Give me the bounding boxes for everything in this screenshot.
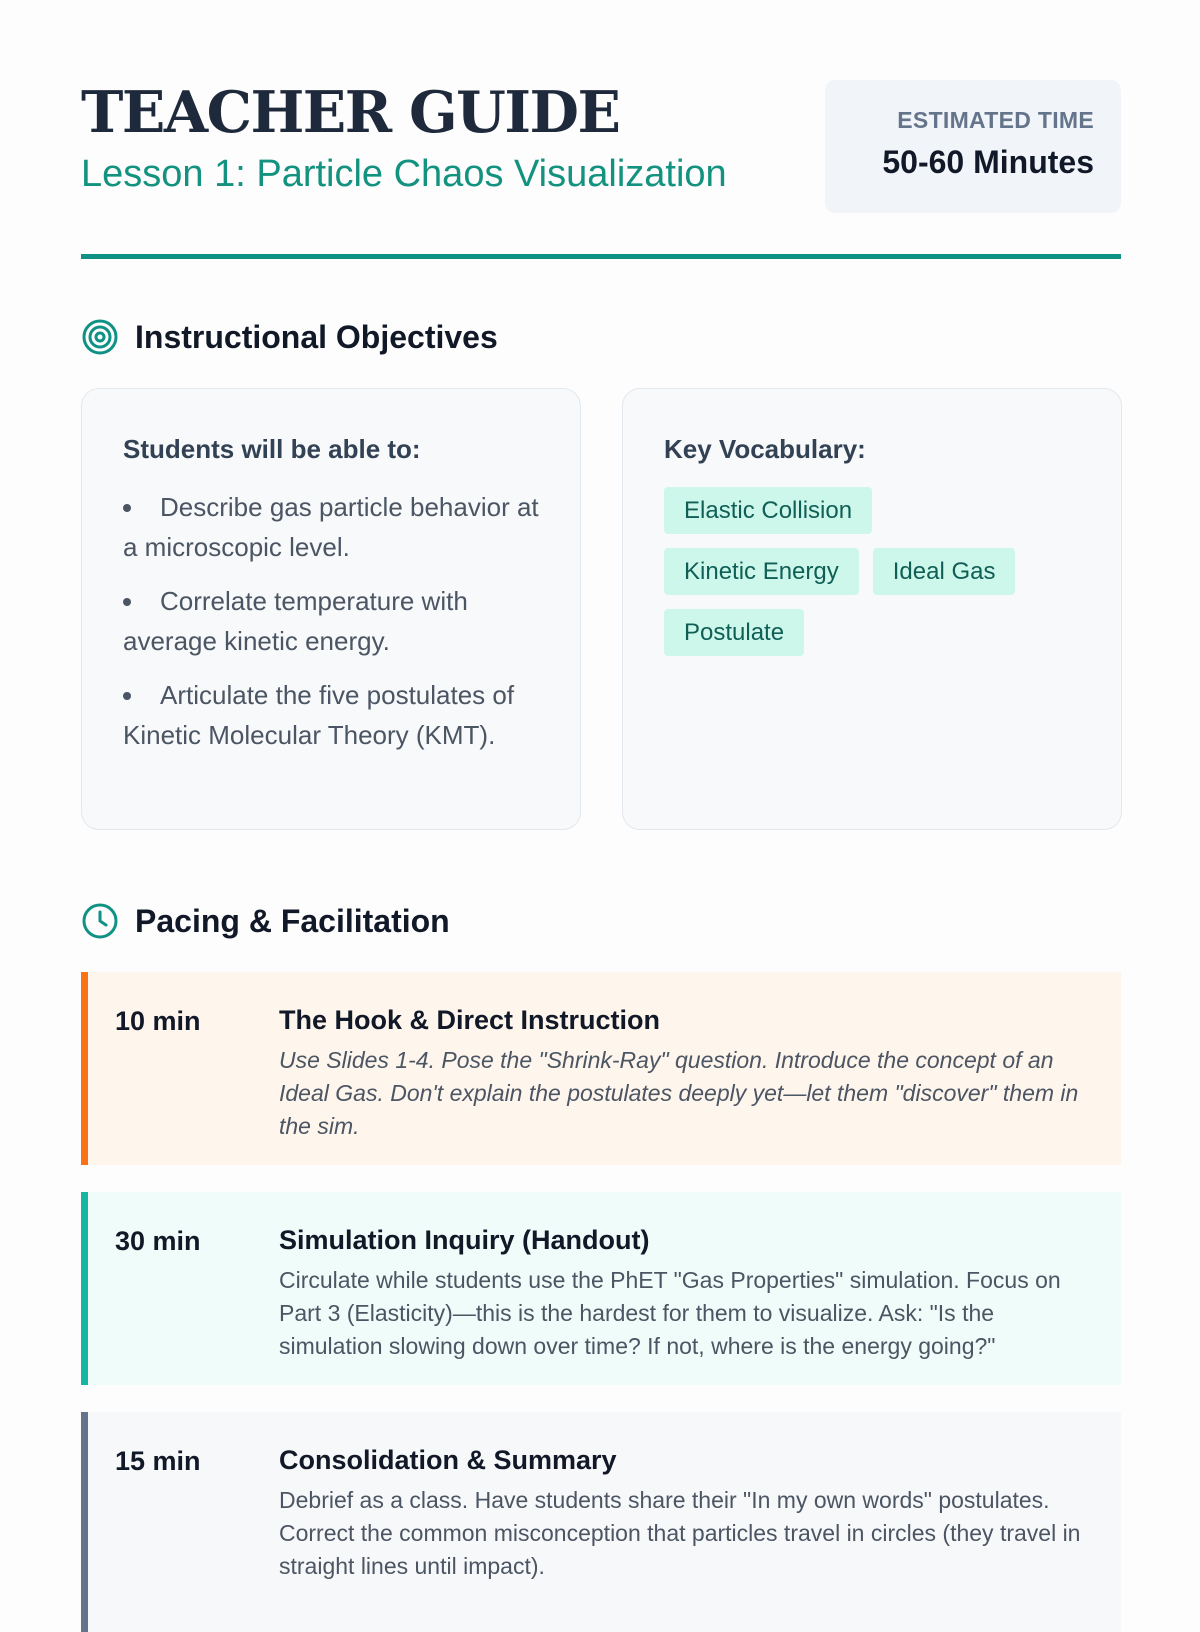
- estimated-time-label: ESTIMATED TIME: [897, 107, 1094, 133]
- pacing-body: [279, 1225, 1089, 1363]
- pacing-duration: 30 min: [115, 1226, 201, 1256]
- pacing-section-title: Pacing & Facilitation: [135, 902, 450, 939]
- objective-item: Articulate the five postulates of Kinetic Molecular Theory (KMT).: [123, 675, 540, 755]
- objectives-card: [81, 388, 581, 830]
- students-heading: Students will be able to:: [123, 434, 421, 464]
- vocab-tag: Kinetic Energy: [664, 548, 859, 595]
- pacing-body: [279, 1445, 1089, 1583]
- pacing-description: Circulate while students use the PhET "Gas Properties" simulation. Focus on Part 3 (Elasticity)—this is the hardest for them to visualize. Ask: "Is the simulation slowing down over time? If not, where is the energy going?": [279, 1267, 1061, 1359]
- pacing-section-header: [81, 902, 450, 940]
- objective-item: Describe gas particle behavior at a microscopic level.: [123, 487, 540, 567]
- pacing-title: Consolidation & Summary: [279, 1445, 617, 1475]
- vocabulary-tags: [664, 487, 1044, 656]
- vocabulary-heading: Key Vocabulary:: [664, 434, 866, 464]
- header-divider: [81, 254, 1121, 259]
- objectives-list: [123, 487, 540, 755]
- objectives-section-title: Instructional Objectives: [135, 318, 498, 355]
- vocabulary-card: [622, 388, 1122, 830]
- vocab-tag: Elastic Collision: [664, 487, 872, 534]
- pacing-description: Use Slides 1-4. Pose the "Shrink-Ray" question. Introduce the concept of an Ideal Gas. Don't explain the postulates deeply yet—let them "discover" them in the sim.: [279, 1047, 1079, 1139]
- lesson-subtitle: Lesson 1: Particle Chaos Visualization: [81, 153, 727, 195]
- clock-icon: [81, 902, 119, 940]
- pacing-row-hook: [81, 972, 1121, 1165]
- estimated-time-value: 50-60 Minutes: [882, 144, 1094, 180]
- pacing-row-simulation: [81, 1192, 1121, 1385]
- target-icon: [81, 318, 119, 356]
- pacing-title: The Hook & Direct Instruction: [279, 1005, 661, 1035]
- vocab-tag: Postulate: [664, 609, 804, 656]
- pacing-description: Debrief as a class. Have students share their "In my own words" postulates. Correct the common misconception that particles travel in circles (they travel in straight lines until impact).: [279, 1487, 1081, 1579]
- objective-item: Correlate temperature with average kinetic energy.: [123, 581, 540, 661]
- pacing-body: [279, 1005, 1089, 1143]
- pacing-duration: 10 min: [115, 1006, 201, 1036]
- pacing-duration: 15 min: [115, 1446, 201, 1476]
- vocab-tag: Ideal Gas: [873, 548, 1016, 595]
- pacing-row-consolidation: [81, 1412, 1121, 1632]
- page-title: TEACHER GUIDE: [81, 79, 620, 146]
- objectives-section-header: [81, 318, 498, 356]
- header: [81, 80, 1121, 260]
- estimated-time-box: [825, 80, 1121, 213]
- pacing-title: Simulation Inquiry (Handout): [279, 1225, 650, 1255]
